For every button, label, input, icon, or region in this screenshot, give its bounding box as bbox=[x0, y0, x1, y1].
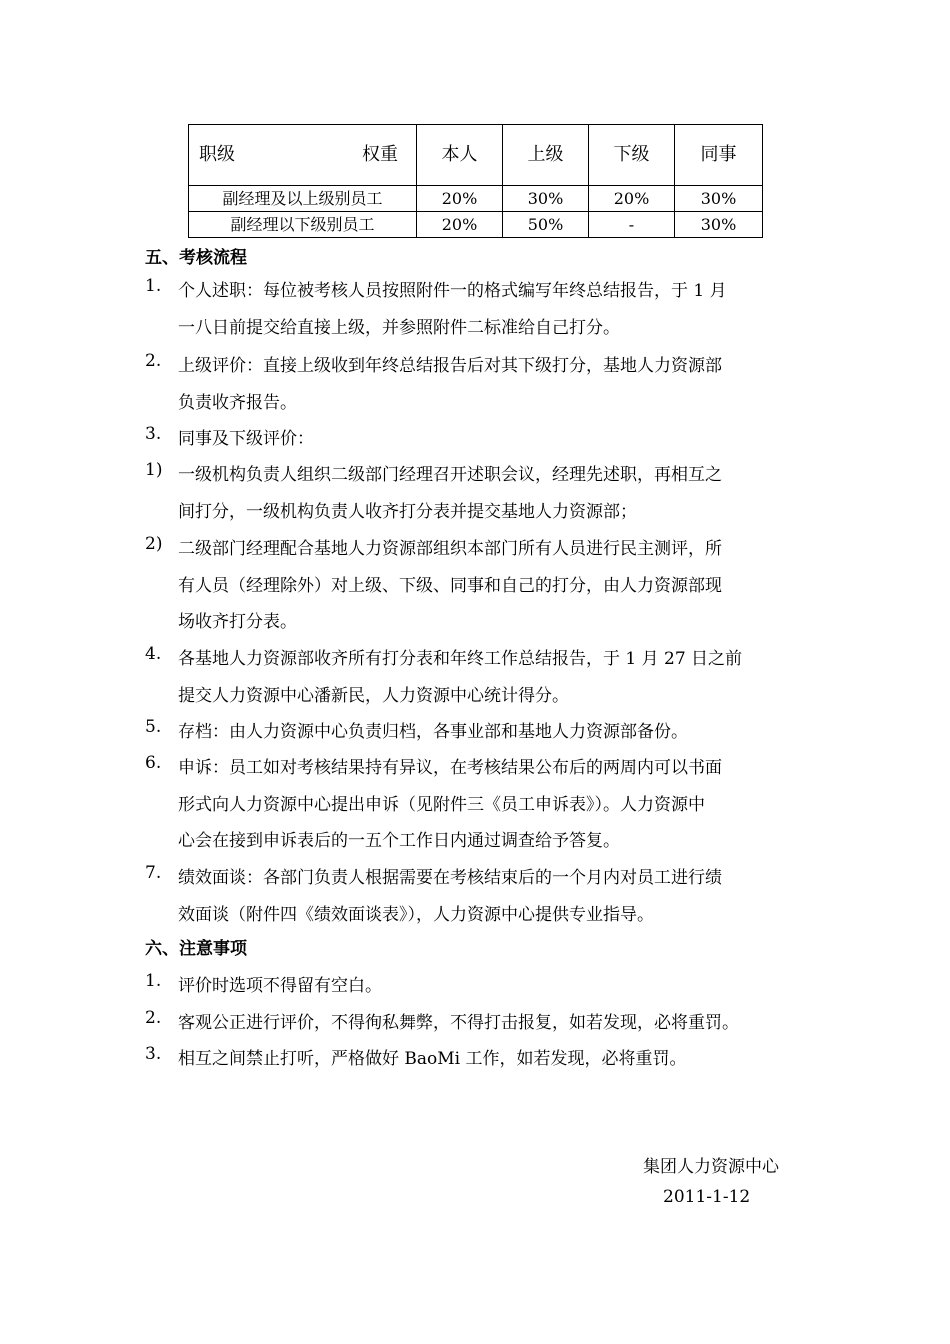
item-text: 一八日前提交给直接上级，并参照附件二标准给自己打分。 bbox=[178, 318, 620, 338]
table-row bbox=[189, 212, 763, 238]
item-number: 5. bbox=[145, 717, 162, 737]
column-header-self: 本人 bbox=[417, 125, 503, 186]
item-number: 3. bbox=[145, 1044, 162, 1064]
table-cell: 20% bbox=[589, 186, 675, 212]
row-label: 副经理以下级别员工 bbox=[189, 212, 417, 238]
item-text: 同事及下级评价： bbox=[178, 429, 314, 449]
item-number: 2. bbox=[145, 351, 162, 371]
item-text: 相互之间禁止打听，严格做好 BaoMi 工作，如若发现，必将重罚。 bbox=[178, 1049, 687, 1069]
item-text: 负责收齐报告。 bbox=[178, 393, 297, 413]
item-text: 一级机构负责人组织二级部门经理召开述职会议，经理先述职，再相互之 bbox=[178, 465, 722, 485]
table-cell: - bbox=[589, 212, 675, 238]
item-text: 申诉：员工如对考核结果持有异议，在考核结果公布后的两周内可以书面 bbox=[178, 758, 722, 778]
item-text: 心会在接到申诉表后的一五个工作日内通过调查给予答复。 bbox=[178, 831, 620, 851]
table-cell: 20% bbox=[417, 186, 503, 212]
table-cell: 30% bbox=[675, 212, 763, 238]
row-label: 副经理及以上级别员工 bbox=[189, 186, 417, 212]
table-cell: 30% bbox=[675, 186, 763, 212]
item-text: 评价时选项不得留有空白。 bbox=[178, 976, 382, 996]
item-number: 6. bbox=[145, 753, 162, 773]
corner-label-weight: 权重 bbox=[362, 144, 398, 165]
item-text: 有人员（经理除外）对上级、下级、同事和自己的打分，由人力资源部现 bbox=[178, 576, 722, 596]
weight-table bbox=[188, 124, 763, 238]
item-text: 场收齐打分表。 bbox=[178, 612, 297, 632]
section-heading-process: 五、考核流程 bbox=[145, 248, 247, 268]
table-cell: 20% bbox=[417, 212, 503, 238]
column-header-subordinate: 下级 bbox=[589, 125, 675, 186]
column-header-colleague: 同事 bbox=[675, 125, 763, 186]
item-text: 各基地人力资源部收齐所有打分表和年终工作总结报告，于 1 月 27 日之前 bbox=[178, 649, 743, 669]
signature-date: 2011-1-12 bbox=[663, 1187, 751, 1207]
item-text: 提交人力资源中心潘新民，人力资源中心统计得分。 bbox=[178, 686, 569, 706]
item-number: 1. bbox=[145, 971, 162, 991]
item-number: 2) bbox=[145, 534, 163, 554]
column-header-superior: 上级 bbox=[503, 125, 589, 186]
item-text: 客观公正进行评价，不得徇私舞弊，不得打击报复，如若发现，必将重罚。 bbox=[178, 1013, 739, 1033]
table-cell: 50% bbox=[503, 212, 589, 238]
item-number: 1) bbox=[145, 460, 163, 480]
item-text: 效面谈（附件四《绩效面谈表》），人力资源中心提供专业指导。 bbox=[178, 905, 654, 925]
corner-label-rank: 职级 bbox=[199, 144, 235, 165]
item-number: 1. bbox=[145, 276, 162, 296]
item-number: 3. bbox=[145, 424, 162, 444]
table-corner-cell bbox=[189, 125, 417, 186]
item-number: 2. bbox=[145, 1008, 162, 1028]
item-text: 绩效面谈：各部门负责人根据需要在考核结束后的一个月内对员工进行绩 bbox=[178, 868, 722, 888]
item-text: 存档：由人力资源中心负责归档，各事业部和基地人力资源部备份。 bbox=[178, 722, 688, 742]
section-heading-notes: 六、注意事项 bbox=[145, 939, 247, 959]
item-number: 4. bbox=[145, 644, 162, 664]
item-number: 7. bbox=[145, 863, 162, 883]
item-text: 上级评价：直接上级收到年终总结报告后对其下级打分，基地人力资源部 bbox=[178, 356, 722, 376]
signature-org: 集团人力资源中心 bbox=[643, 1157, 779, 1177]
item-text: 个人述职：每位被考核人员按照附件一的格式编写年终总结报告，于 1 月 bbox=[178, 281, 727, 301]
table-row bbox=[189, 186, 763, 212]
item-text: 间打分，一级机构负责人收齐打分表并提交基地人力资源部； bbox=[178, 502, 637, 522]
item-text: 形式向人力资源中心提出申诉（见附件三《员工申诉表》）。人力资源中 bbox=[178, 795, 705, 815]
item-text: 二级部门经理配合基地人力资源部组织本部门所有人员进行民主测评，所 bbox=[178, 539, 722, 559]
table-cell: 30% bbox=[503, 186, 589, 212]
table-header-row bbox=[189, 125, 763, 186]
